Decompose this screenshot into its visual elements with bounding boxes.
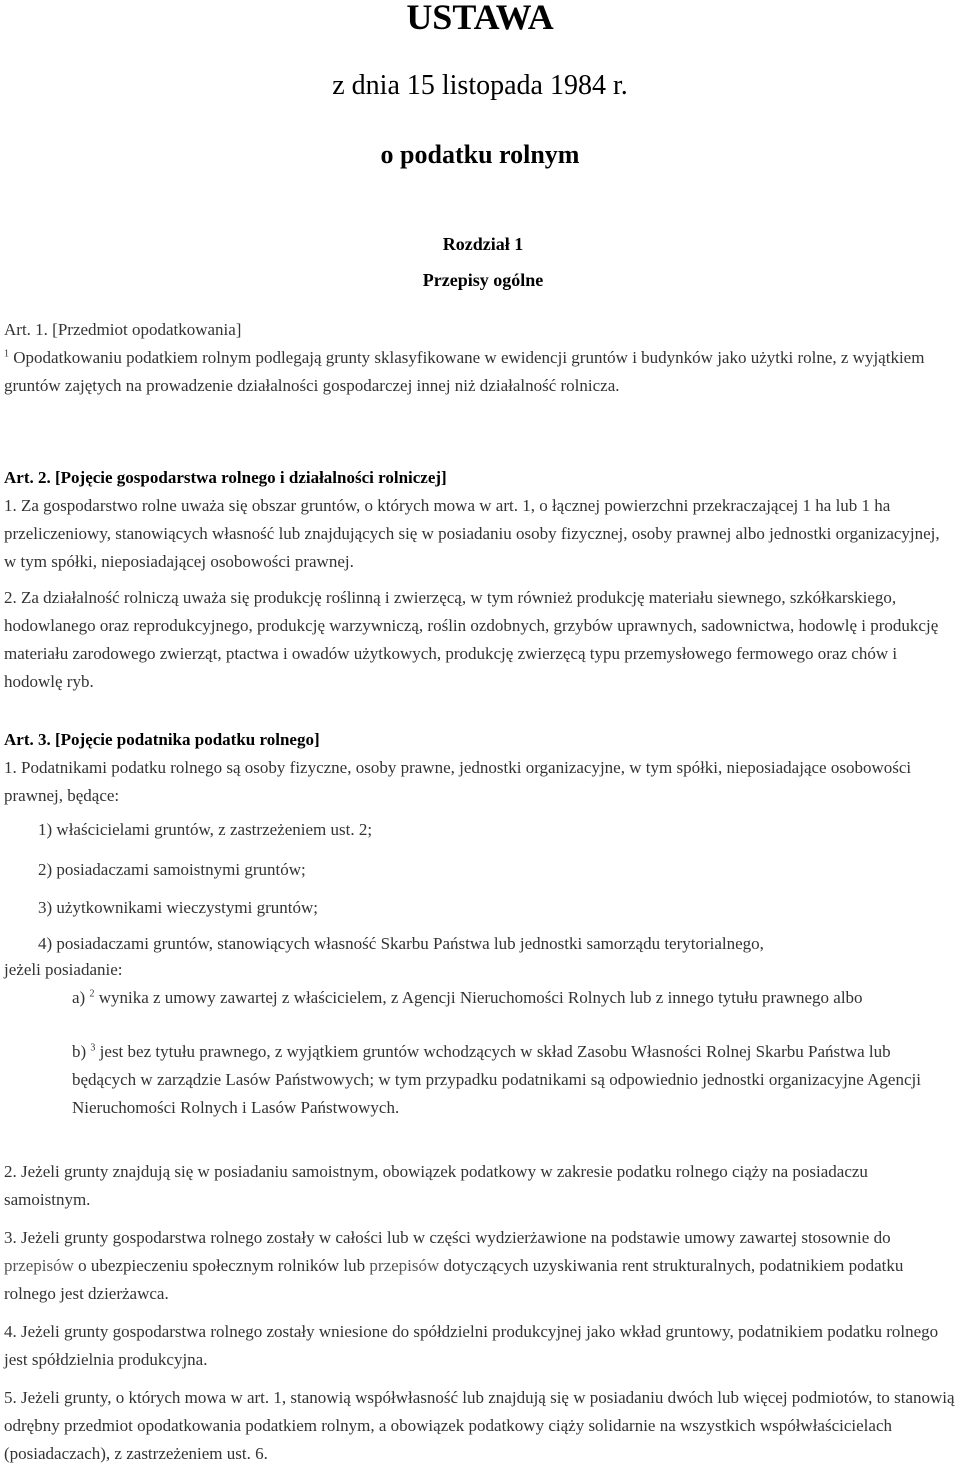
subitem-a-text: wynika z umowy zawartej z właścicielem, z Agencji Nieruchomości Rolnych lub z innego tytułu prawnego albo — [98, 988, 863, 1007]
subitem-a-label: a) — [72, 988, 86, 1007]
article-1-body: Opodatkowaniu podatkiem rolnym podlegają grunty sklasyfikowane w ewidencji gruntów i budynków jako użytki rolne, z wyjątkiem gruntów zajętych na prowadzenie działalności gospodarczej innej niż działalność rolnicza. — [4, 348, 925, 395]
chapter-title: Przepisy ogólne — [422, 270, 544, 290]
article-2 — [4, 464, 956, 696]
footnote-marker[interactable]: 3 — [90, 1042, 96, 1054]
article-3-paragraph-2: 2. Jeżeli grunty znajdują się w posiadaniu samoistnym, obowiązek podatkowy w zakresie podatku rolnego ciąży na posiadaczu samoistnym. — [4, 1162, 868, 1209]
article-3-rest — [4, 1158, 956, 1468]
article-3-heading: Art. 3. [Pojęcie podatnika podatku rolnego] — [4, 730, 320, 749]
article-1 — [4, 316, 956, 400]
article-2-paragraph-1: 1. Za gospodarstwo rolne uważa się obszar gruntów, o których mowa w art. 1, o łącznej powierzchni przekraczającej 1 ha lub 1 ha przeliczeniowy, stanowiących własność lub znajdujących się w posiadaniu osoby fizycznej, osoby prawnej albo jednostki organizacyjnej, w tym spółki, nieposiadającej osobowości prawnej. — [4, 496, 940, 571]
article-3-paragraph-5: 5. Jeżeli grunty, o których mowa w art. 1, stanowią współwłasność lub znajdują się w posiadaniu dwóch lub więcej podmiotów, to stanowią odrębny przedmiot opodatkowania podatkiem rolnym, a obowiązek podatkowy ciąży solidarnie na wszystkich współwłaścicielach (posiadaczach), z zastrzeżeniem ust. 6. — [4, 1388, 955, 1463]
article-2-paragraph-2: 2. Za działalność rolniczą uważa się produkcję roślinną i zwierzęcą, w tym również produkcję materiału siewnego, szkółkarskiego, hodowlanego oraz reprodukcyjnego, produkcję warzywniczą, roślin ozdobnych, grzybów uprawnych, sadownictwa, hodowlę i produkcję materiału zarodowego zwierząt, ptactwa i owadów użytkowych, produkcję zwierzęcą typu przemysłowego fermowego oraz chów i hodowlę ryb. — [4, 588, 939, 691]
document-date: z dnia 15 listopada 1984 r. — [332, 70, 628, 101]
subitem-b-label: b) — [72, 1042, 87, 1061]
paragraph-3-text-b: o ubezpieczeniu społecznym rolników lub — [78, 1256, 366, 1275]
article-3-item-3: 3) użytkownikami wieczystymi gruntów; — [38, 898, 318, 917]
article-2-heading: Art. 2. [Pojęcie gospodarstwa rolnego i działalności rolniczej] — [4, 468, 447, 487]
article-1-heading: Art. 1. [Przedmiot opodatkowania] — [4, 320, 242, 339]
subitem-b-text: jest bez tytułu prawnego, z wyjątkiem gruntów wchodzących w skład Zasobu Własności Rolnej Skarbu Państwa lub będących w zarządzie Lasów Państwowych; w tym przypadku podatnikami są odpowiednio jednostki organizacyjne Agencji Nieruchomości Rolnych i Lasów Państwowych. — [72, 1042, 921, 1117]
footnote-marker[interactable]: 2 — [89, 988, 95, 1000]
regulations-link-1[interactable]: przepisów — [4, 1256, 74, 1275]
article-3-subitem-b — [72, 1038, 952, 1122]
regulations-link-2[interactable]: przepisów — [369, 1256, 440, 1275]
article-1-text — [4, 344, 956, 400]
article-3-subitem-a — [72, 984, 952, 1012]
document-title: USTAWA — [406, 0, 554, 37]
article-3 — [4, 726, 956, 810]
document-subject: o podatku rolnym — [380, 140, 580, 169]
paragraph-3-text-a: 3. Jeżeli grunty gospodarstwa rolnego zostały w całości lub w części wydzierżawione na podstawie umowy zawartej stosownie do — [4, 1228, 891, 1247]
article-3-item-1: 1) właścicielami gruntów, z zastrzeżeniem ust. 2; — [38, 820, 373, 839]
article-3-paragraph-3 — [4, 1224, 956, 1308]
article-3-item-2: 2) posiadaczami samoistnymi gruntów; — [38, 860, 306, 879]
article-3-item-4-continued: jeżeli posiadanie: — [4, 960, 123, 979]
paragraph-3-text-c: dotyczących uzyskiwania rent strukturalnych, podatnikiem podatku rolnego jest dzierżawca. — [4, 1256, 904, 1303]
article-3-item-4: 4) posiadaczami gruntów, stanowiących własność Skarbu Państwa lub jednostki samorządu terytorialnego, — [38, 934, 764, 953]
chapter-number: Rozdział 1 — [442, 234, 524, 254]
footnote-marker[interactable]: 1 — [4, 348, 9, 360]
article-3-paragraph-4: 4. Jeżeli grunty gospodarstwa rolnego zostały wniesione do spółdzielni produkcyjnej jako wkład gruntowy, podatnikiem podatku rolnego jest spółdzielnia produkcyjna. — [4, 1322, 939, 1369]
article-3-paragraph-1: 1. Podatnikami podatku rolnego są osoby fizyczne, osoby prawne, jednostki organizacyjne, w tym spółki, nieposiadające osobowości prawnej, będące: — [4, 758, 912, 805]
